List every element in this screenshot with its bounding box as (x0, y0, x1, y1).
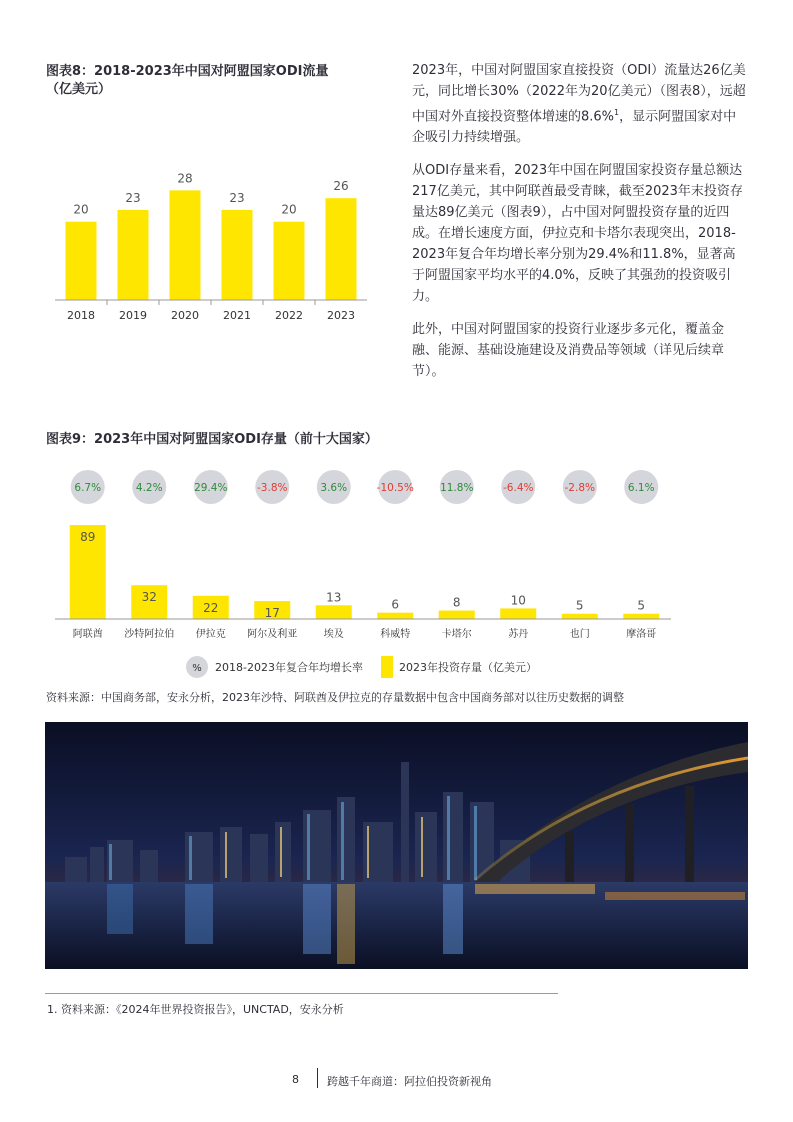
fig9-legend-stock-label: 2023年投资存量（亿美元） (399, 661, 537, 674)
fig9-tick-label: 也门 (569, 629, 590, 640)
fig9-tick-label: 苏丹 (508, 629, 529, 640)
fig9-tick-label: 沙特阿拉伯 (124, 629, 175, 640)
fig9-tick-label: 埃及 (323, 629, 344, 640)
fig9-bar (623, 614, 659, 619)
fig8-bar (118, 210, 149, 300)
text-column (412, 60, 748, 394)
fig9-value-label: 13 (326, 590, 342, 605)
fig8-value-label: 23 (125, 190, 141, 205)
fig9-value-label: 22 (203, 600, 219, 615)
fig9-value-label: 8 (452, 595, 461, 610)
fig8-bar (66, 222, 97, 300)
fig9-growth-label: 4.2% (135, 482, 163, 494)
fig9-value-label: 6 (391, 597, 400, 612)
page-number: 8 (292, 1073, 299, 1086)
fig9-value-label: 5 (575, 598, 584, 613)
fig8-value-label: 28 (177, 171, 193, 186)
fig9-growth-label: 3.6% (320, 482, 348, 494)
fig9-bar (439, 611, 475, 619)
fig9-growth-label: 11.8% (440, 482, 474, 494)
fig9-tick-label: 阿尔及利亚 (247, 629, 298, 640)
fig9-tick-label: 伊拉克 (195, 629, 226, 640)
fig8-title (46, 63, 376, 99)
fig8-title-line1: 图表8：2018-2023年中国对阿盟国家ODI流量 (46, 64, 329, 79)
fig9-growth-label: 6.1% (627, 482, 655, 494)
fig9-tick-label: 卡塔尔 (441, 629, 472, 640)
fig9-tick-label: 阿联酋 (72, 629, 103, 640)
fig9-growth-label: -2.8% (564, 482, 595, 494)
fig9-bar (562, 614, 598, 619)
fig8-value-label: 20 (281, 202, 297, 217)
paragraph-1: 2023年，中国对阿盟国家直接投资（ODI）流量达26亿美元，同比增长30%（2022年为20亿美元）（图表8），远超中国对外直接投资整体增速的8.6%$^1$，显示阿盟国家对中企吸引力持续增强。 (412, 63, 746, 146)
fig8-value-label: 23 (229, 190, 245, 205)
fig9-value-label: 89 (80, 530, 96, 544)
fig8-bar (326, 198, 357, 300)
fig9-bar (316, 605, 352, 619)
fig9-legend-growth-symbol: % (192, 663, 202, 674)
fig9-legend-growth-label: 2018-2023年复合年均增长率 (215, 661, 363, 674)
fig8-chart (55, 160, 375, 335)
fig9-growth-label: -10.5% (376, 482, 414, 494)
footer-divider (317, 1068, 318, 1088)
fig9-value-label: 5 (637, 598, 646, 613)
fig8-tick-label: 2022 (275, 309, 303, 322)
fig8-bar (274, 222, 305, 300)
fig9-growth-label: -6.4% (503, 482, 534, 494)
fig9-chart (55, 470, 685, 680)
fig9-tick-label: 科威特 (380, 629, 411, 640)
fig8-tick-label: 2020 (171, 309, 199, 322)
fig8-value-label: 20 (73, 202, 89, 217)
footer-title: 跨越千年商道：阿拉伯投资新视角 (327, 1075, 492, 1088)
fig9-tick-label: 摩洛哥 (626, 629, 657, 640)
fig9-value-label: 17 (264, 606, 280, 621)
fig8-tick-label: 2018 (67, 309, 95, 322)
fig9-growth-label: 6.7% (74, 482, 102, 494)
fig9-source: 资料来源：中国商务部，安永分析，2023年沙特、阿联酋及伊拉克的存量数据中包含中国商务部对以往历史数据的调整 (46, 691, 624, 704)
fig8-bar (170, 190, 201, 300)
footnote-ref[interactable]: 1 (614, 108, 620, 117)
fig8-title-line2: （亿美元） (46, 82, 112, 97)
fig9-legend-stock-swatch (381, 656, 393, 678)
fig8-tick-label: 2023 (327, 309, 355, 322)
paragraph-3: 此外，中国对阿盟国家的投资行业逐步多元化，覆盖金融、能源、基础设施建设及消费品等领域（详见后续章节）。 (412, 322, 725, 380)
fig8-tick-label: 2021 (223, 309, 251, 322)
fig9-growth-label: -3.8% (257, 482, 288, 494)
footnote-divider (45, 993, 558, 994)
fig9-title: 图表9：2023年中国对阿盟国家ODI存量（前十大国家） (46, 432, 378, 447)
fig9-bar (500, 608, 536, 619)
fig9-growth-label: 29.4% (194, 482, 228, 494)
fig9-value-label: 32 (141, 590, 157, 605)
city-skyline-photo (45, 722, 748, 969)
fig8-bar (222, 210, 253, 300)
footnote: 1. 资料来源：《2024年世界投资报告》，UNCTAD，安永分析 (47, 1003, 344, 1016)
fig8-value-label: 26 (333, 179, 349, 194)
fig8-tick-label: 2019 (119, 309, 147, 322)
fig9-bar (377, 613, 413, 619)
paragraph-2: 从ODI存量来看，2023年中国在阿盟国家投资存量总额达217亿美元，其中阿联酋最受青睐，截至2023年末投资存量达89亿美元（图表9），占中国对阿盟投资存量的近四成。在增长速度方面，伊拉克和卡塔尔表现突出，2018-2023年复合年均增长率分别为29.4%和11.8%，显著高于阿盟国家平均水平的4.0%，反映了其强劲的投资吸引力。 (412, 163, 743, 305)
fig9-value-label: 10 (510, 593, 526, 608)
